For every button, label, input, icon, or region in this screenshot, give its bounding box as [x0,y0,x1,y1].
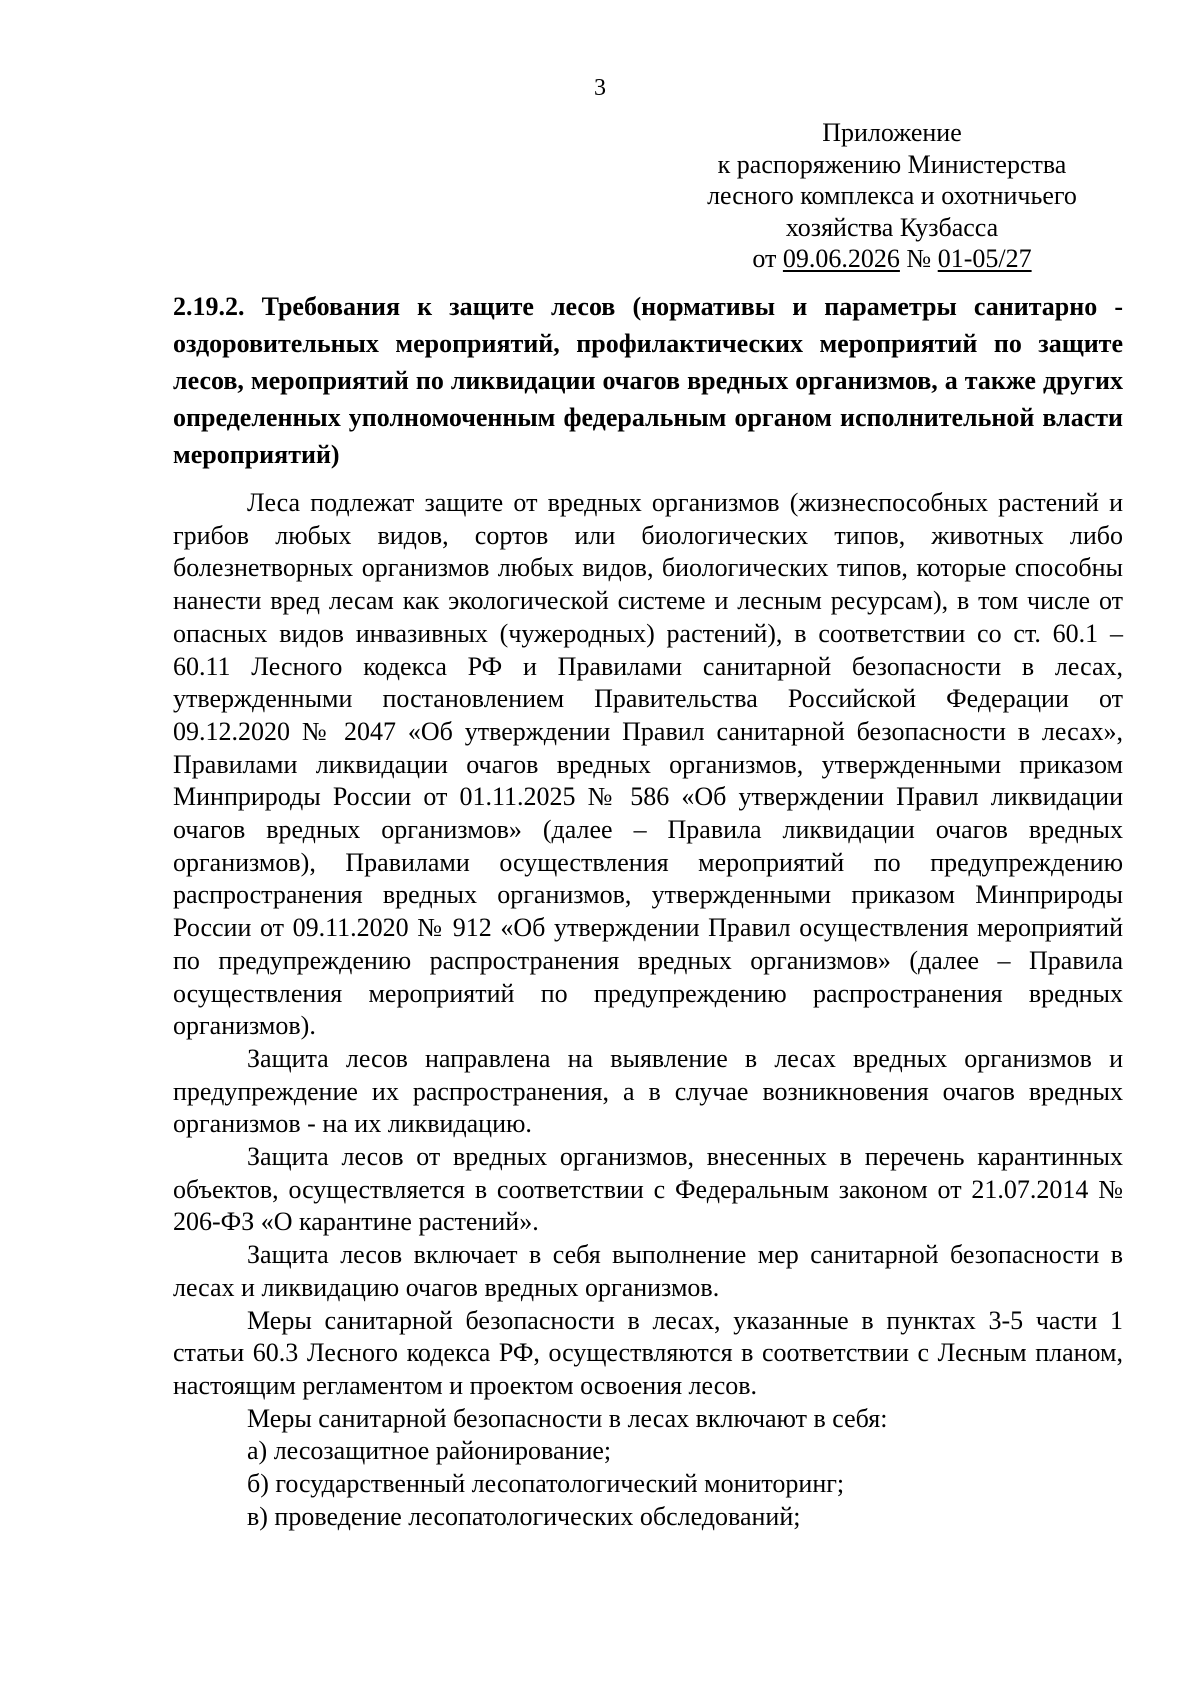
body-text [173,487,1123,1534]
appendix-line: лесного комплекса и охотничьего [707,181,1077,210]
appendix-line: хозяйства Кузбасса [785,212,999,242]
appendix-line: к распоряжению Министерства [717,149,1067,179]
page-number: 3 [594,75,606,101]
paragraph: Леса подлежат защите от вредных организмов (жизнеспособных растений и грибов любых видов, сортов или биологических типов, животных либо болезнетворных организмов любых видов, биологических типов, которые способны нанести вред лесам как экологической системе и лесным ресурсам), в том числе от опасных видов инвазивных (чужеродных) растений), в соответствии со ст. 60.1 – 60.11 Лесного кодекса РФ и Правилами санитарной безопасности в лесах, утвержденными постановлением Правительства Российской Федерации от 09.12.2020 № 2047 «Об утверждении Правил санитарной безопасности в лесах», Правилами ликвидации очагов вредных организмов, утвержденными приказом Минприроды России от 01.11.2025 № 586 «Об утверждении Правил ликвидации очагов вредных организмов» (далее – Правила ликвидации очагов вредных организмов), Правилами осуществления мероприятий по предупреждению распространения вредных организмов, утвержденными приказом Минприроды России от 09.11.2020 № 912 «Об утверждении Правил осуществления мероприятий по предупреждению распространения вредных организмов» (далее – Правила осуществления мероприятий по предупреждению распространения вредных организмов). [173,488,1123,1041]
section-heading: 2.19.2. Требования к защите лесов (нормативы и параметры санитарно - оздоровительных мероприятий, профилактических мероприятий по защите лесов, мероприятий по ликвидации очагов вредных организмов, а также других определенных уполномоченным федеральным органом исполнительной власти мероприятий) [173,292,1123,469]
order-number: 01-05/27 [937,244,1032,273]
date-prefix: от [752,244,783,273]
appendix-title: Приложение [822,118,962,147]
list-item: б) государственный лесопатологический мониторинг; [247,1469,845,1499]
paragraph: Меры санитарной безопасности в лесах, указанные в пунктах 3-5 части 1 статьи 60.3 Лесного кодекса РФ, осуществляются в соответствии с Лесным планом, настоящим регламентом и проектом освоения лесов. [173,1305,1123,1400]
appendix-date-line [682,243,1102,275]
list-item: в) проведение лесопатологических обследований; [247,1501,801,1531]
list-item: а) лесозащитное районирование; [247,1436,612,1466]
paragraph: Меры санитарной безопасности в лесах включают в себя: [247,1403,888,1433]
paragraph: Защита лесов включает в себя выполнение мер санитарной безопасности в лесах и ликвидацию очагов вредных организмов. [173,1240,1123,1302]
appendix-header [682,117,1102,275]
paragraph: Защита лесов от вредных организмов, внесенных в перечень карантинных объектов, осуществляется в соответствии с Федеральным законом от 21.07.2014 № 206-ФЗ «О карантине растений». [173,1142,1123,1237]
number-prefix: № [899,244,938,273]
order-date: 09.06.2026 [782,244,900,273]
paragraph: Защита лесов направлена на выявление в лесах вредных организмов и предупреждение их распространения, а в случае возникновения очагов вредных организмов - на их ликвидацию. [173,1043,1123,1139]
